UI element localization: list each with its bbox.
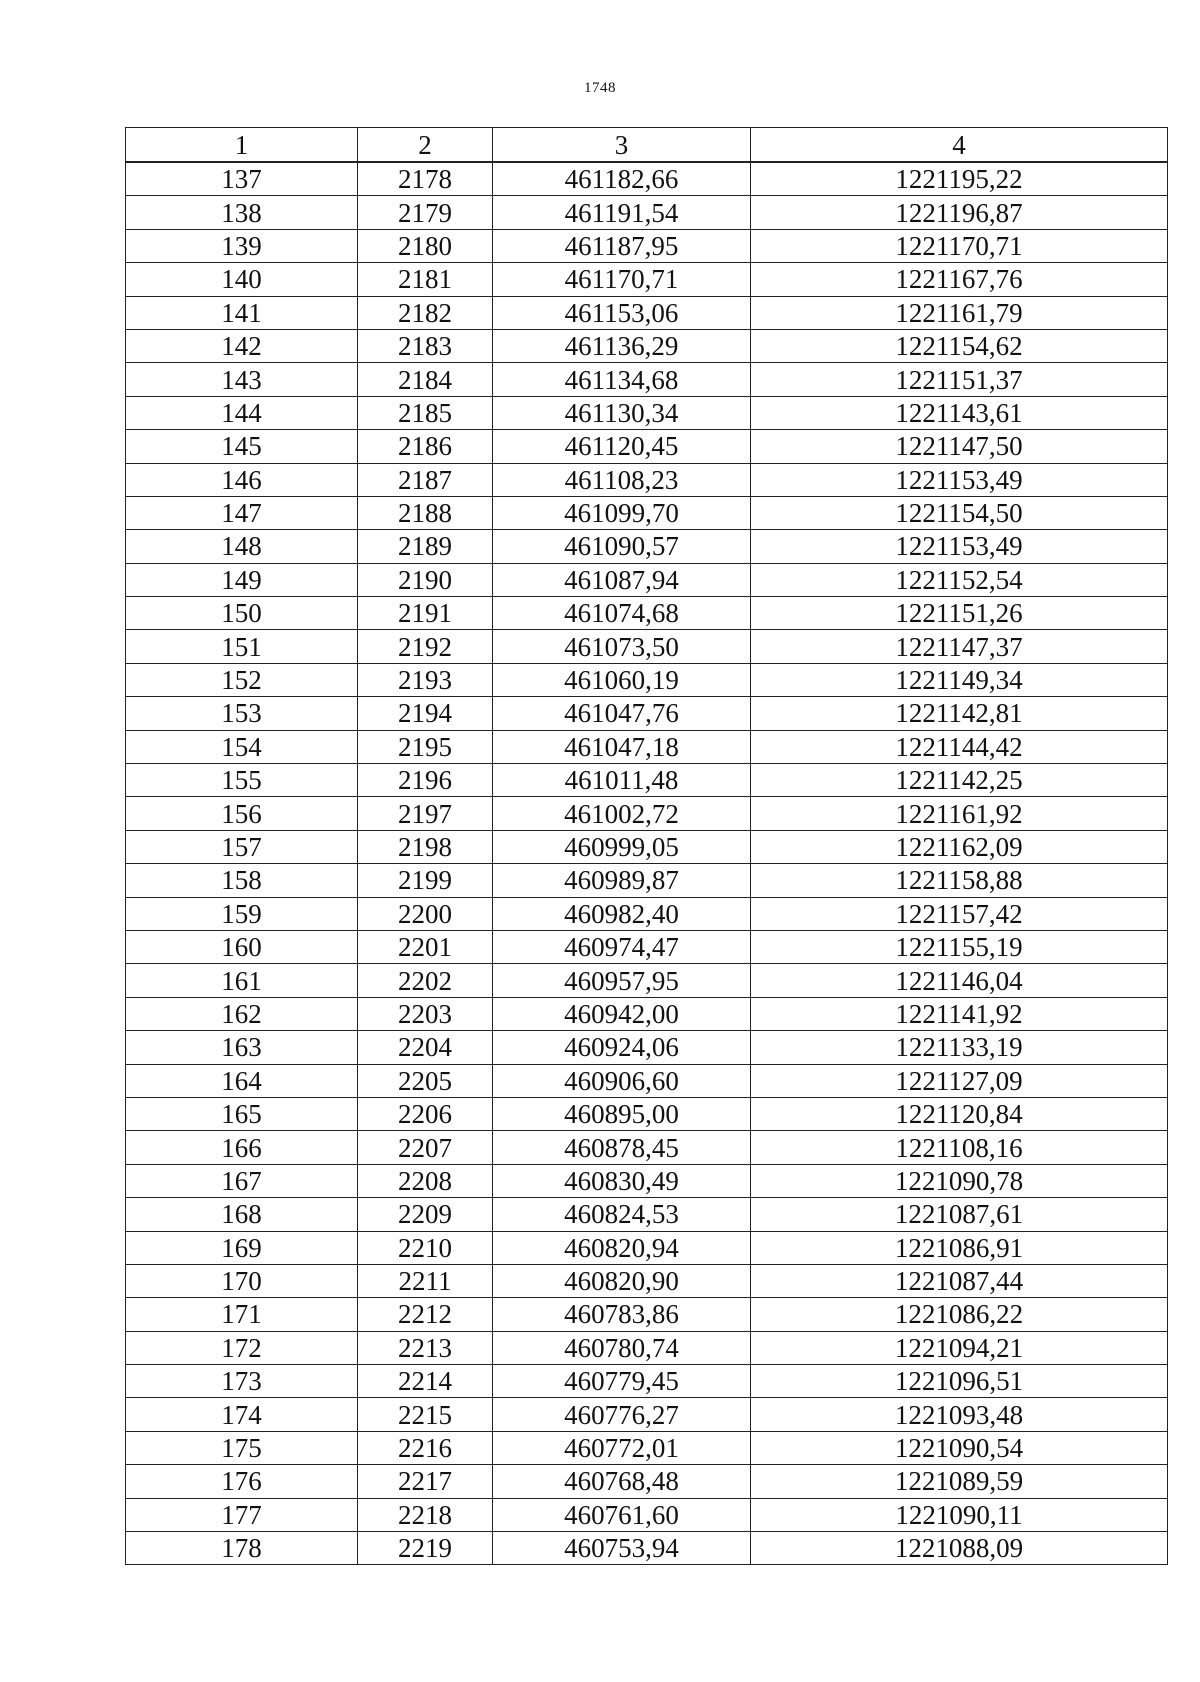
- table-row: [126, 1365, 1168, 1398]
- point-number-cell: 2217: [358, 1465, 493, 1498]
- x-coordinate-cell: 460820,90: [493, 1264, 751, 1297]
- table-row: [126, 964, 1168, 997]
- table-row: [126, 1164, 1168, 1197]
- x-coordinate-cell: 461130,34: [493, 396, 751, 429]
- table-row: [126, 764, 1168, 797]
- y-coordinate-cell: 1221155,19: [751, 930, 1168, 963]
- x-coordinate-cell: 461099,70: [493, 496, 751, 529]
- table-row: [126, 730, 1168, 763]
- y-coordinate-cell: 1221120,84: [751, 1097, 1168, 1130]
- point-number-cell: 2211: [358, 1264, 493, 1297]
- column-header: 2: [358, 128, 493, 163]
- y-coordinate-cell: 1221087,44: [751, 1264, 1168, 1297]
- row-index-cell: 159: [126, 897, 358, 930]
- point-number-cell: 2208: [358, 1164, 493, 1197]
- x-coordinate-cell: 460768,48: [493, 1465, 751, 1498]
- point-number-cell: 2209: [358, 1198, 493, 1231]
- y-coordinate-cell: 1221157,42: [751, 897, 1168, 930]
- table-row: [126, 897, 1168, 930]
- point-number-cell: 2214: [358, 1365, 493, 1398]
- x-coordinate-cell: 460772,01: [493, 1431, 751, 1464]
- x-coordinate-cell: 461047,18: [493, 730, 751, 763]
- x-coordinate-cell: 460761,60: [493, 1498, 751, 1531]
- row-index-cell: 137: [126, 162, 358, 196]
- x-coordinate-cell: 461187,95: [493, 229, 751, 262]
- table-row: [126, 630, 1168, 663]
- point-number-cell: 2195: [358, 730, 493, 763]
- row-index-cell: 166: [126, 1131, 358, 1164]
- x-coordinate-cell: 460906,60: [493, 1064, 751, 1097]
- x-coordinate-cell: 461060,19: [493, 663, 751, 696]
- row-index-cell: 155: [126, 764, 358, 797]
- x-coordinate-cell: 460982,40: [493, 897, 751, 930]
- x-coordinate-cell: 461074,68: [493, 597, 751, 630]
- point-number-cell: 2215: [358, 1398, 493, 1431]
- row-index-cell: 152: [126, 663, 358, 696]
- table-row: [126, 1532, 1168, 1565]
- y-coordinate-cell: 1221087,61: [751, 1198, 1168, 1231]
- row-index-cell: 153: [126, 697, 358, 730]
- table-row: [126, 997, 1168, 1030]
- y-coordinate-cell: 1221154,50: [751, 496, 1168, 529]
- point-number-cell: 2218: [358, 1498, 493, 1531]
- y-coordinate-cell: 1221149,34: [751, 663, 1168, 696]
- point-number-cell: 2179: [358, 196, 493, 229]
- table-row: [126, 697, 1168, 730]
- y-coordinate-cell: 1221089,59: [751, 1465, 1168, 1498]
- x-coordinate-cell: 461011,48: [493, 764, 751, 797]
- y-coordinate-cell: 1221161,79: [751, 296, 1168, 329]
- y-coordinate-cell: 1221142,81: [751, 697, 1168, 730]
- y-coordinate-cell: 1221154,62: [751, 329, 1168, 362]
- point-number-cell: 2216: [358, 1431, 493, 1464]
- y-coordinate-cell: 1221127,09: [751, 1064, 1168, 1097]
- point-number-cell: 2180: [358, 229, 493, 262]
- y-coordinate-cell: 1221090,78: [751, 1164, 1168, 1197]
- y-coordinate-cell: 1221144,42: [751, 730, 1168, 763]
- y-coordinate-cell: 1221141,92: [751, 997, 1168, 1030]
- x-coordinate-cell: 461136,29: [493, 329, 751, 362]
- row-index-cell: 142: [126, 329, 358, 362]
- point-number-cell: 2206: [358, 1097, 493, 1130]
- x-coordinate-cell: 461170,71: [493, 263, 751, 296]
- row-index-cell: 162: [126, 997, 358, 1030]
- y-coordinate-cell: 1221151,26: [751, 597, 1168, 630]
- point-number-cell: 2184: [358, 363, 493, 396]
- x-coordinate-cell: 461153,06: [493, 296, 751, 329]
- coordinates-table: [125, 127, 1168, 1565]
- table-row: [126, 229, 1168, 262]
- point-number-cell: 2193: [358, 663, 493, 696]
- table-row: [126, 530, 1168, 563]
- point-number-cell: 2213: [358, 1331, 493, 1364]
- table-header-row: [126, 128, 1168, 163]
- x-coordinate-cell: 461182,66: [493, 162, 751, 196]
- x-coordinate-cell: 460824,53: [493, 1198, 751, 1231]
- x-coordinate-cell: 461191,54: [493, 196, 751, 229]
- y-coordinate-cell: 1221162,09: [751, 830, 1168, 863]
- x-coordinate-cell: 461087,94: [493, 563, 751, 596]
- x-coordinate-cell: 460820,94: [493, 1231, 751, 1264]
- x-coordinate-cell: 460776,27: [493, 1398, 751, 1431]
- row-index-cell: 156: [126, 797, 358, 830]
- x-coordinate-cell: 461108,23: [493, 463, 751, 496]
- point-number-cell: 2192: [358, 630, 493, 663]
- x-coordinate-cell: 460878,45: [493, 1131, 751, 1164]
- table-row: [126, 1398, 1168, 1431]
- point-number-cell: 2190: [358, 563, 493, 596]
- row-index-cell: 177: [126, 1498, 358, 1531]
- row-index-cell: 176: [126, 1465, 358, 1498]
- x-coordinate-cell: 460783,86: [493, 1298, 751, 1331]
- x-coordinate-cell: 460957,95: [493, 964, 751, 997]
- x-coordinate-cell: 461134,68: [493, 363, 751, 396]
- row-index-cell: 169: [126, 1231, 358, 1264]
- point-number-cell: 2210: [358, 1231, 493, 1264]
- point-number-cell: 2178: [358, 162, 493, 196]
- row-index-cell: 161: [126, 964, 358, 997]
- y-coordinate-cell: 1221090,11: [751, 1498, 1168, 1531]
- table-row: [126, 1198, 1168, 1231]
- point-number-cell: 2182: [358, 296, 493, 329]
- point-number-cell: 2194: [358, 697, 493, 730]
- point-number-cell: 2202: [358, 964, 493, 997]
- point-number-cell: 2200: [358, 897, 493, 930]
- y-coordinate-cell: 1221158,88: [751, 864, 1168, 897]
- point-number-cell: 2191: [358, 597, 493, 630]
- x-coordinate-cell: 461120,45: [493, 430, 751, 463]
- point-number-cell: 2186: [358, 430, 493, 463]
- table-row: [126, 329, 1168, 362]
- table-row: [126, 1465, 1168, 1498]
- point-number-cell: 2205: [358, 1064, 493, 1097]
- x-coordinate-cell: 460989,87: [493, 864, 751, 897]
- column-header: 4: [751, 128, 1168, 163]
- table-row: [126, 396, 1168, 429]
- table-row: [126, 797, 1168, 830]
- y-coordinate-cell: 1221170,71: [751, 229, 1168, 262]
- table-row: [126, 263, 1168, 296]
- y-coordinate-cell: 1221147,37: [751, 630, 1168, 663]
- point-number-cell: 2204: [358, 1031, 493, 1064]
- table-row: [126, 296, 1168, 329]
- table-row: [126, 1498, 1168, 1531]
- table-body: [126, 162, 1168, 1565]
- row-index-cell: 164: [126, 1064, 358, 1097]
- y-coordinate-cell: 1221086,91: [751, 1231, 1168, 1264]
- table-row: [126, 663, 1168, 696]
- x-coordinate-cell: 461090,57: [493, 530, 751, 563]
- row-index-cell: 138: [126, 196, 358, 229]
- row-index-cell: 147: [126, 496, 358, 529]
- y-coordinate-cell: 1221146,04: [751, 964, 1168, 997]
- point-number-cell: 2203: [358, 997, 493, 1030]
- table-row: [126, 1064, 1168, 1097]
- y-coordinate-cell: 1221147,50: [751, 430, 1168, 463]
- row-index-cell: 154: [126, 730, 358, 763]
- point-number-cell: 2219: [358, 1532, 493, 1565]
- row-index-cell: 157: [126, 830, 358, 863]
- row-index-cell: 160: [126, 930, 358, 963]
- row-index-cell: 143: [126, 363, 358, 396]
- row-index-cell: 151: [126, 630, 358, 663]
- point-number-cell: 2183: [358, 329, 493, 362]
- row-index-cell: 175: [126, 1431, 358, 1464]
- row-index-cell: 171: [126, 1298, 358, 1331]
- table-row: [126, 162, 1168, 196]
- column-header: 3: [493, 128, 751, 163]
- row-index-cell: 173: [126, 1365, 358, 1398]
- y-coordinate-cell: 1221196,87: [751, 196, 1168, 229]
- table-row: [126, 563, 1168, 596]
- table-row: [126, 430, 1168, 463]
- row-index-cell: 141: [126, 296, 358, 329]
- y-coordinate-cell: 1221153,49: [751, 530, 1168, 563]
- x-coordinate-cell: 460974,47: [493, 930, 751, 963]
- y-coordinate-cell: 1221195,22: [751, 162, 1168, 196]
- x-coordinate-cell: 460924,06: [493, 1031, 751, 1064]
- y-coordinate-cell: 1221143,61: [751, 396, 1168, 429]
- table-row: [126, 864, 1168, 897]
- row-index-cell: 172: [126, 1331, 358, 1364]
- x-coordinate-cell: 460895,00: [493, 1097, 751, 1130]
- column-header: 1: [126, 128, 358, 163]
- row-index-cell: 140: [126, 263, 358, 296]
- table-row: [126, 1298, 1168, 1331]
- point-number-cell: 2189: [358, 530, 493, 563]
- x-coordinate-cell: 460830,49: [493, 1164, 751, 1197]
- row-index-cell: 168: [126, 1198, 358, 1231]
- row-index-cell: 158: [126, 864, 358, 897]
- x-coordinate-cell: 460999,05: [493, 830, 751, 863]
- y-coordinate-cell: 1221133,19: [751, 1031, 1168, 1064]
- row-index-cell: 163: [126, 1031, 358, 1064]
- point-number-cell: 2199: [358, 864, 493, 897]
- y-coordinate-cell: 1221151,37: [751, 363, 1168, 396]
- x-coordinate-cell: 461073,50: [493, 630, 751, 663]
- y-coordinate-cell: 1221096,51: [751, 1365, 1168, 1398]
- x-coordinate-cell: 461002,72: [493, 797, 751, 830]
- row-index-cell: 167: [126, 1164, 358, 1197]
- page-number: 1748: [584, 80, 616, 96]
- point-number-cell: 2196: [358, 764, 493, 797]
- y-coordinate-cell: 1221086,22: [751, 1298, 1168, 1331]
- table-row: [126, 196, 1168, 229]
- table-row: [126, 1264, 1168, 1297]
- table-row: [126, 1131, 1168, 1164]
- row-index-cell: 139: [126, 229, 358, 262]
- x-coordinate-cell: 460753,94: [493, 1532, 751, 1565]
- row-index-cell: 144: [126, 396, 358, 429]
- x-coordinate-cell: 460780,74: [493, 1331, 751, 1364]
- y-coordinate-cell: 1221152,54: [751, 563, 1168, 596]
- y-coordinate-cell: 1221090,54: [751, 1431, 1168, 1464]
- table-row: [126, 830, 1168, 863]
- point-number-cell: 2197: [358, 797, 493, 830]
- point-number-cell: 2201: [358, 930, 493, 963]
- row-index-cell: 170: [126, 1264, 358, 1297]
- point-number-cell: 2181: [358, 263, 493, 296]
- y-coordinate-cell: 1221108,16: [751, 1131, 1168, 1164]
- y-coordinate-cell: 1221167,76: [751, 263, 1168, 296]
- point-number-cell: 2207: [358, 1131, 493, 1164]
- y-coordinate-cell: 1221093,48: [751, 1398, 1168, 1431]
- table-row: [126, 1231, 1168, 1264]
- table-row: [126, 463, 1168, 496]
- y-coordinate-cell: 1221142,25: [751, 764, 1168, 797]
- table-row: [126, 1431, 1168, 1464]
- x-coordinate-cell: 460779,45: [493, 1365, 751, 1398]
- table-row: [126, 930, 1168, 963]
- table-row: [126, 1031, 1168, 1064]
- row-index-cell: 150: [126, 597, 358, 630]
- table-row: [126, 496, 1168, 529]
- row-index-cell: 178: [126, 1532, 358, 1565]
- row-index-cell: 145: [126, 430, 358, 463]
- x-coordinate-cell: 460942,00: [493, 997, 751, 1030]
- point-number-cell: 2198: [358, 830, 493, 863]
- point-number-cell: 2187: [358, 463, 493, 496]
- row-index-cell: 148: [126, 530, 358, 563]
- table-row: [126, 363, 1168, 396]
- point-number-cell: 2212: [358, 1298, 493, 1331]
- point-number-cell: 2185: [358, 396, 493, 429]
- row-index-cell: 146: [126, 463, 358, 496]
- y-coordinate-cell: 1221088,09: [751, 1532, 1168, 1565]
- row-index-cell: 149: [126, 563, 358, 596]
- table-row: [126, 597, 1168, 630]
- point-number-cell: 2188: [358, 496, 493, 529]
- y-coordinate-cell: 1221153,49: [751, 463, 1168, 496]
- row-index-cell: 174: [126, 1398, 358, 1431]
- y-coordinate-cell: 1221094,21: [751, 1331, 1168, 1364]
- y-coordinate-cell: 1221161,92: [751, 797, 1168, 830]
- table-row: [126, 1331, 1168, 1364]
- x-coordinate-cell: 461047,76: [493, 697, 751, 730]
- table-row: [126, 1097, 1168, 1130]
- row-index-cell: 165: [126, 1097, 358, 1130]
